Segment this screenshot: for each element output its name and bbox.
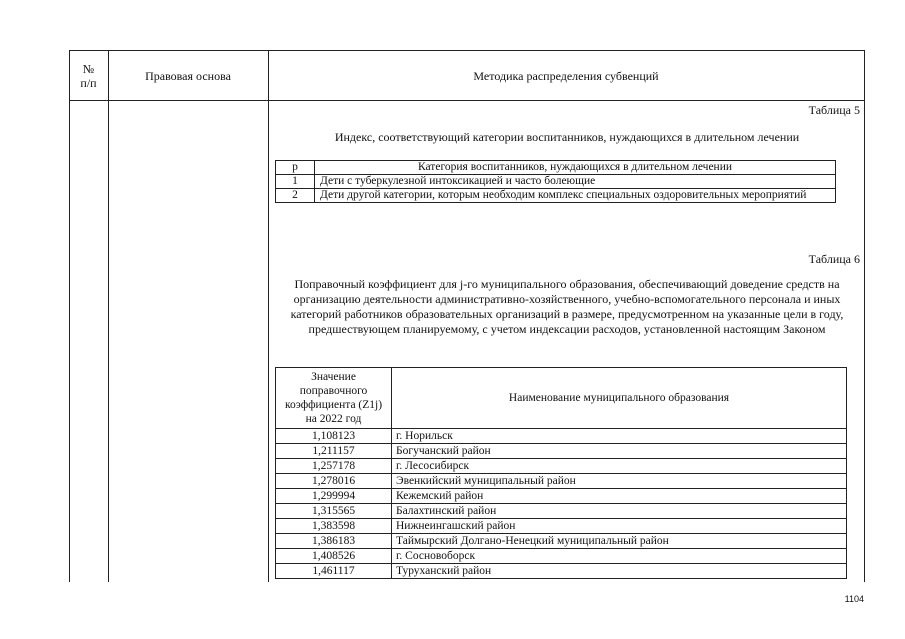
table6-cell-name: Таймырский Долгано-Ненецкий муниципальный район: [392, 534, 847, 549]
table-row: [276, 474, 847, 489]
table6-cell-name: Туруханский район: [392, 564, 847, 579]
table-row: [276, 534, 847, 549]
frame-col1-border: [108, 50, 109, 582]
table-row: [276, 564, 847, 579]
table-row: [276, 549, 847, 564]
table-row: [276, 519, 847, 534]
table-row: [276, 189, 836, 203]
table6-cell-value: 1,108123: [276, 429, 392, 444]
table6-cell-value: 1,299994: [276, 489, 392, 504]
header-methodology: Методика распределения субвенций: [473, 69, 659, 83]
table6-cell-name: г. Норильск: [392, 429, 847, 444]
header-num: [69, 62, 108, 90]
table5-title: Индекс, соответствующий категории воспитанников, нуждающихся в длительном лечении: [334, 130, 800, 144]
table6-cell-value: 1,278016: [276, 474, 392, 489]
table6-cell-name: Эвенкийский муниципальный район: [392, 474, 847, 489]
table6-cell-value: 1,461117: [276, 564, 392, 579]
table6-cell-name: г. Лесосибирск: [392, 459, 847, 474]
table5: [275, 160, 836, 203]
table5-cell-category: Дети с туберкулезной интоксикацией и часто болеющие: [315, 175, 836, 189]
table6-cell-value: 1,386183: [276, 534, 392, 549]
table-row: [276, 504, 847, 519]
header-num-line2: п/п: [80, 76, 97, 90]
table6-cell-value: 1,257178: [276, 459, 392, 474]
frame-right-border: [864, 50, 865, 582]
table-row: [276, 489, 847, 504]
table5-header-row: [276, 161, 836, 175]
header-num-line1: №: [82, 62, 95, 76]
table6-cell-value: 1,383598: [276, 519, 392, 534]
table5-head-category: Категория воспитанников, нуждающихся в длительном лечении: [315, 161, 836, 175]
table-row: [276, 429, 847, 444]
table6-cell-name: Кежемский район: [392, 489, 847, 504]
table-row: [276, 459, 847, 474]
table6-cell-name: г. Сосновоборск: [392, 549, 847, 564]
table6-cell-value: 1,211157: [276, 444, 392, 459]
table5-cell-category: Дети другой категории, которым необходим комплекс специальных оздоровительных мероприятий: [315, 189, 836, 203]
table6: [275, 367, 847, 579]
table6-head-value: Значение поправочного коэффициента (Z1j) на 2022 год: [276, 368, 392, 429]
table6-title: Поправочный коэффициент для j-го муниципального образования, обеспечивающий доведение средств на организацию деятельности административно-хозяйственного, учебно-вспомогательного персонала и иных категорий работников образовательных организаций в размере, предусмотренном на указанные цели в году, предшествующем планируемому, с учетом индексации расходов, установленной настоящим Законом: [290, 277, 844, 336]
table-row: [276, 175, 836, 189]
table6-header-row: [276, 368, 847, 429]
table5-cell-p: 1: [276, 175, 315, 189]
table5-cell-p: 2: [276, 189, 315, 203]
table5-head-p: p: [276, 161, 315, 175]
table6-cell-name: Богучанский район: [392, 444, 847, 459]
table6-cell-value: 1,315565: [276, 504, 392, 519]
table6-cell-name: Нижнеингашский район: [392, 519, 847, 534]
table6-head-name: Наименование муниципального образования: [392, 368, 847, 429]
header-legal-basis: Правовая основа: [145, 69, 231, 83]
frame-col2-border: [268, 50, 269, 582]
table5-label: Таблица 5: [808, 103, 860, 117]
table6-cell-name: Балахтинский район: [392, 504, 847, 519]
frame-left-border: [69, 50, 70, 582]
page-number: 1104: [844, 594, 864, 604]
frame-header-separator: [69, 100, 865, 101]
table6-label: Таблица 6: [808, 252, 860, 266]
table6-cell-value: 1,408526: [276, 549, 392, 564]
table-row: [276, 444, 847, 459]
